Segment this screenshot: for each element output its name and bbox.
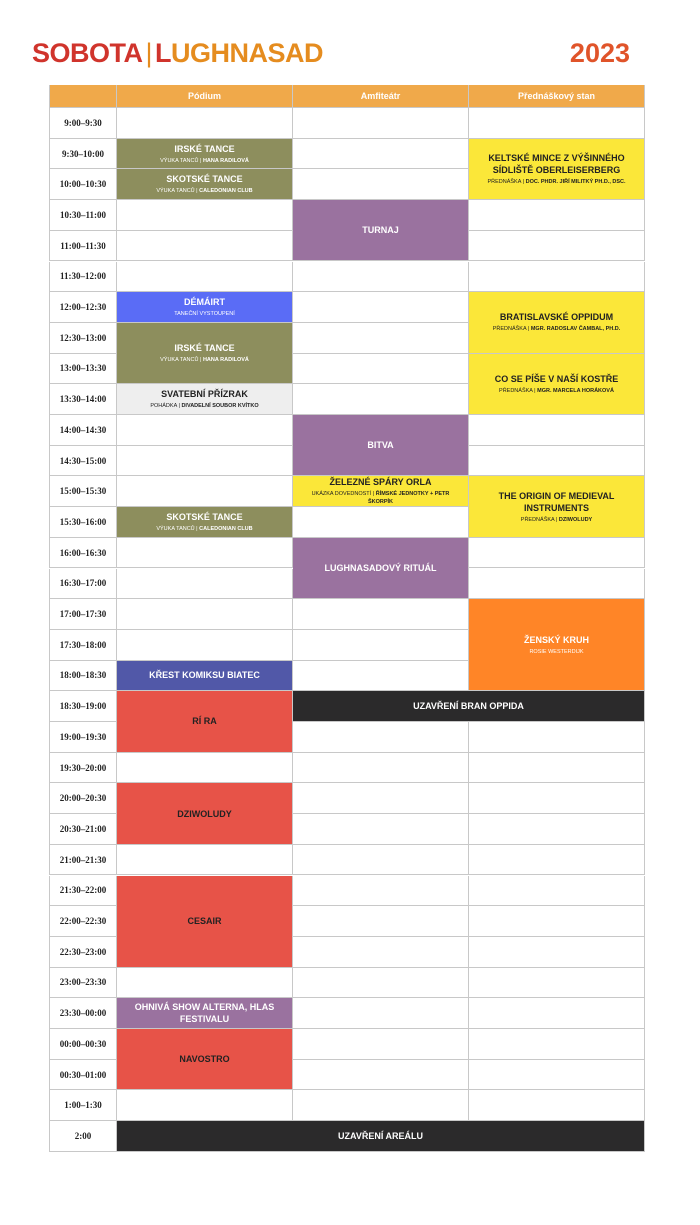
time-slot: 22:30–23:00 <box>49 937 117 968</box>
event-performer: ŘÍMSKÉ JEDNOTKY + PETR ŠKORPÍK <box>367 491 450 506</box>
empty-slot <box>293 783 469 814</box>
empty-slot <box>293 753 469 784</box>
empty-slot <box>293 354 469 385</box>
empty-slot <box>293 292 469 323</box>
empty-slot <box>293 169 469 200</box>
event-block[interactable] <box>117 292 293 323</box>
event-title: BRATISLAVSKÉ OPPIDUM <box>499 312 614 323</box>
event-title: NAVOSTRO <box>179 1054 230 1065</box>
event-subtitle <box>160 157 249 165</box>
empty-slot <box>469 231 645 262</box>
time-slot: 23:30–00:00 <box>49 998 117 1029</box>
empty-slot <box>293 876 469 907</box>
empty-slot <box>293 139 469 170</box>
event-block[interactable] <box>293 415 469 476</box>
empty-slot <box>293 507 469 538</box>
event-block[interactable] <box>117 1121 645 1152</box>
time-slot: 23:00–23:30 <box>49 968 117 999</box>
event-block[interactable] <box>117 139 293 170</box>
event-title: CO SE PÍŠE V NAŠÍ KOSTŘE <box>494 373 619 384</box>
event-subtitle <box>493 325 621 333</box>
event-title: CESAIR <box>187 916 222 927</box>
time-slot: 13:00–13:30 <box>49 354 117 385</box>
event-subtitle <box>150 402 258 410</box>
time-slot: 22:00–22:30 <box>49 906 117 937</box>
empty-slot <box>293 845 469 876</box>
event-title: IRSKÉ TANCE <box>174 343 235 354</box>
empty-slot <box>293 998 469 1029</box>
event-title: TURNAJ <box>362 225 399 236</box>
subtitle-separator: | <box>176 403 182 410</box>
empty-slot <box>469 722 645 753</box>
time-slot: 20:30–21:00 <box>49 814 117 845</box>
event-title: IRSKÉ TANCE <box>174 143 235 154</box>
event-block[interactable] <box>117 1029 293 1090</box>
time-slot: 20:00–20:30 <box>49 783 117 814</box>
day-name: SOBOTA <box>32 38 143 68</box>
event-block[interactable] <box>117 691 293 752</box>
time-slot: 16:30–17:00 <box>49 569 117 600</box>
empty-slot <box>469 200 645 231</box>
event-block[interactable] <box>117 507 293 538</box>
event-performer: CALEDONIAN CLUB <box>199 188 253 195</box>
empty-slot <box>469 845 645 876</box>
event-type: PŘEDNÁŠKA <box>520 516 555 523</box>
event-subtitle <box>299 490 462 506</box>
event-performer: DOC. PHDR. JIŘÍ MILITKÝ PH.D., DSC. <box>525 178 626 185</box>
event-block[interactable] <box>117 169 293 200</box>
event-title: ŽENSKÝ KRUH <box>523 634 589 645</box>
time-slot: 12:00–12:30 <box>49 292 117 323</box>
event-subtitle <box>499 387 614 395</box>
empty-slot <box>469 876 645 907</box>
time-slot: 16:00–16:30 <box>49 538 117 569</box>
time-slot: 10:30–11:00 <box>49 200 117 231</box>
event-title: SKOTSKÉ TANCE <box>166 174 243 185</box>
event-performer: DIVADELNÍ SOUBOR KVÍTKO <box>181 403 259 410</box>
event-block[interactable] <box>293 691 645 722</box>
event-performer: DZIWOLUDY <box>558 516 593 523</box>
event-type: TANEČNÍ VYSTOUPENÍ <box>174 311 235 318</box>
empty-slot <box>469 262 645 293</box>
subtitle-separator: | <box>198 157 203 164</box>
event-type: VÝUKA TANCŮ <box>160 357 199 364</box>
empty-slot <box>469 569 645 600</box>
empty-slot <box>117 446 293 477</box>
festival-initial: L <box>155 38 172 68</box>
empty-slot <box>293 384 469 415</box>
event-block[interactable] <box>293 200 469 261</box>
empty-slot <box>293 262 469 293</box>
year: 2023 <box>569 38 630 68</box>
event-title: SVATEBNÍ PŘÍZRAK <box>161 389 248 400</box>
event-type: ROSIE WESTERDIJK <box>529 648 584 655</box>
empty-slot <box>293 968 469 999</box>
empty-slot <box>117 968 293 999</box>
empty-slot <box>117 262 293 293</box>
empty-slot <box>469 415 645 446</box>
column-header: Přednáškový stan <box>469 85 645 108</box>
empty-slot <box>293 661 469 692</box>
event-performer: CALEDONIAN CLUB <box>199 525 253 532</box>
event-type: VÝUKA TANCŮ <box>156 188 195 195</box>
event-subtitle <box>174 310 235 318</box>
empty-slot <box>117 231 293 262</box>
event-type: PŘEDNÁŠKA <box>499 387 533 394</box>
subtitle-separator: | <box>194 525 200 532</box>
time-slot: 11:30–12:00 <box>49 262 117 293</box>
event-type: VÝUKA TANCŮ <box>160 157 199 164</box>
empty-slot <box>117 415 293 446</box>
event-subtitle <box>160 356 249 364</box>
event-title: DZIWOLUDY <box>177 808 232 819</box>
time-slot: 15:00–15:30 <box>49 476 117 507</box>
event-type: UKÁZKA DOVEDNOSTÍ <box>311 491 372 498</box>
empty-slot <box>117 845 293 876</box>
page-title <box>32 38 323 69</box>
time-slot: 19:00–19:30 <box>49 722 117 753</box>
event-title: DÉMÁIRT <box>184 297 225 308</box>
empty-slot <box>117 753 293 784</box>
time-slot: 15:30–16:00 <box>49 507 117 538</box>
empty-slot <box>293 108 469 139</box>
time-slot: 17:30–18:00 <box>49 630 117 661</box>
time-slot: 19:30–20:00 <box>49 753 117 784</box>
empty-slot <box>469 108 645 139</box>
event-subtitle <box>521 516 592 524</box>
festival-name: UGHNASAD <box>171 38 324 68</box>
event-block[interactable] <box>117 876 293 968</box>
event-type: VÝUKA TANCŮ <box>156 525 195 532</box>
column-header: Amfiteátr <box>293 85 469 108</box>
time-slot: 21:30–22:00 <box>49 876 117 907</box>
empty-slot <box>293 630 469 661</box>
empty-slot <box>469 906 645 937</box>
event-title: SKOTSKÉ TANCE <box>166 511 243 522</box>
empty-slot <box>469 814 645 845</box>
event-block[interactable] <box>117 783 293 844</box>
event-block[interactable] <box>293 538 469 599</box>
event-performer: MGR. RADOSLAV ČAMBAL, PH.D. <box>530 326 621 333</box>
empty-slot <box>469 937 645 968</box>
event-title: UZAVŘENÍ BRAN OPPIDA <box>413 701 524 712</box>
event-title: KELTSKÉ MINCE Z VÝŠINNÉHO SÍDLIŠTĚ OBERLEISERBERG <box>488 152 625 175</box>
empty-slot <box>469 783 645 814</box>
event-type: POHÁDKA <box>150 403 177 410</box>
time-slot: 18:00–18:30 <box>49 661 117 692</box>
empty-slot <box>293 1060 469 1091</box>
event-title: OHNIVÁ SHOW ALTERNA, HLAS FESTIVALU <box>134 1002 275 1025</box>
empty-slot <box>469 753 645 784</box>
event-type: PŘEDNÁŠKA <box>487 178 522 185</box>
event-title: BITVA <box>367 440 394 451</box>
subtitle-separator: | <box>532 387 538 394</box>
event-block[interactable] <box>469 139 645 200</box>
empty-slot <box>117 1090 293 1121</box>
time-slot: 11:00–11:30 <box>49 231 117 262</box>
subtitle-separator: | <box>371 491 376 498</box>
empty-slot <box>469 1090 645 1121</box>
empty-slot <box>469 1029 645 1060</box>
event-subtitle <box>487 178 625 186</box>
time-slot: 9:00–9:30 <box>49 108 117 139</box>
event-title: UZAVŘENÍ AREÁLU <box>338 1130 423 1141</box>
title-separator: | <box>145 38 153 68</box>
time-slot: 2:00 <box>49 1121 117 1152</box>
subtitle-separator: | <box>198 357 203 364</box>
event-block[interactable] <box>117 998 293 1029</box>
event-subtitle <box>529 648 583 656</box>
time-slot: 21:00–21:30 <box>49 845 117 876</box>
event-block[interactable] <box>469 599 645 691</box>
empty-slot <box>293 814 469 845</box>
empty-slot <box>293 1029 469 1060</box>
empty-slot <box>293 722 469 753</box>
event-performer: MGR. MARCELA HORÁKOVÁ <box>537 387 614 394</box>
empty-slot <box>469 446 645 477</box>
event-block[interactable] <box>293 476 469 507</box>
time-slot: 1:00–1:30 <box>49 1090 117 1121</box>
event-title: RÍ RA <box>192 716 217 727</box>
empty-slot <box>469 1060 645 1091</box>
subtitle-separator: | <box>521 178 526 185</box>
event-title: LUGHNASADOVÝ RITUÁL <box>324 562 437 573</box>
time-slot: 10:00–10:30 <box>49 169 117 200</box>
event-performer: HANA RADILOVÁ <box>202 157 249 164</box>
event-block[interactable] <box>469 354 645 415</box>
event-block[interactable] <box>117 323 293 384</box>
empty-slot <box>469 998 645 1029</box>
event-subtitle <box>156 525 252 533</box>
event-block[interactable] <box>117 384 293 415</box>
event-performer: HANA RADILOVÁ <box>202 357 249 364</box>
event-title: THE ORIGIN OF MEDIEVAL INSTRUMENTS <box>498 490 615 513</box>
header-corner <box>49 85 117 108</box>
event-block[interactable] <box>117 661 293 692</box>
empty-slot <box>293 323 469 354</box>
empty-slot <box>117 476 293 507</box>
empty-slot <box>117 569 293 600</box>
time-slot: 14:30–15:00 <box>49 446 117 477</box>
empty-slot <box>469 538 645 569</box>
empty-slot <box>117 108 293 139</box>
event-type: PŘEDNÁŠKA <box>492 326 527 333</box>
schedule-table <box>49 85 646 1150</box>
time-slot: 9:30–10:00 <box>49 139 117 170</box>
event-title: KŘEST KOMIKSU BIATEC <box>149 670 260 681</box>
time-slot: 14:00–14:30 <box>49 415 117 446</box>
event-subtitle <box>156 187 252 195</box>
empty-slot <box>293 906 469 937</box>
subtitle-separator: | <box>526 326 531 333</box>
column-header: Pódium <box>117 85 293 108</box>
event-block[interactable] <box>469 476 645 537</box>
empty-slot <box>117 630 293 661</box>
event-block[interactable] <box>469 292 645 353</box>
empty-slot <box>117 599 293 630</box>
subtitle-separator: | <box>194 188 200 195</box>
time-slot: 00:30–01:00 <box>49 1060 117 1091</box>
empty-slot <box>117 200 293 231</box>
event-title: ŽELEZNÉ SPÁRY ORLA <box>329 477 432 488</box>
time-slot: 18:30–19:00 <box>49 691 117 722</box>
empty-slot <box>293 599 469 630</box>
empty-slot <box>293 937 469 968</box>
time-slot: 13:30–14:00 <box>49 384 117 415</box>
time-slot: 12:30–13:00 <box>49 323 117 354</box>
empty-slot <box>293 1090 469 1121</box>
subtitle-separator: | <box>554 516 559 523</box>
empty-slot <box>117 538 293 569</box>
time-slot: 00:00–00:30 <box>49 1029 117 1060</box>
empty-slot <box>469 968 645 999</box>
time-slot: 17:00–17:30 <box>49 599 117 630</box>
